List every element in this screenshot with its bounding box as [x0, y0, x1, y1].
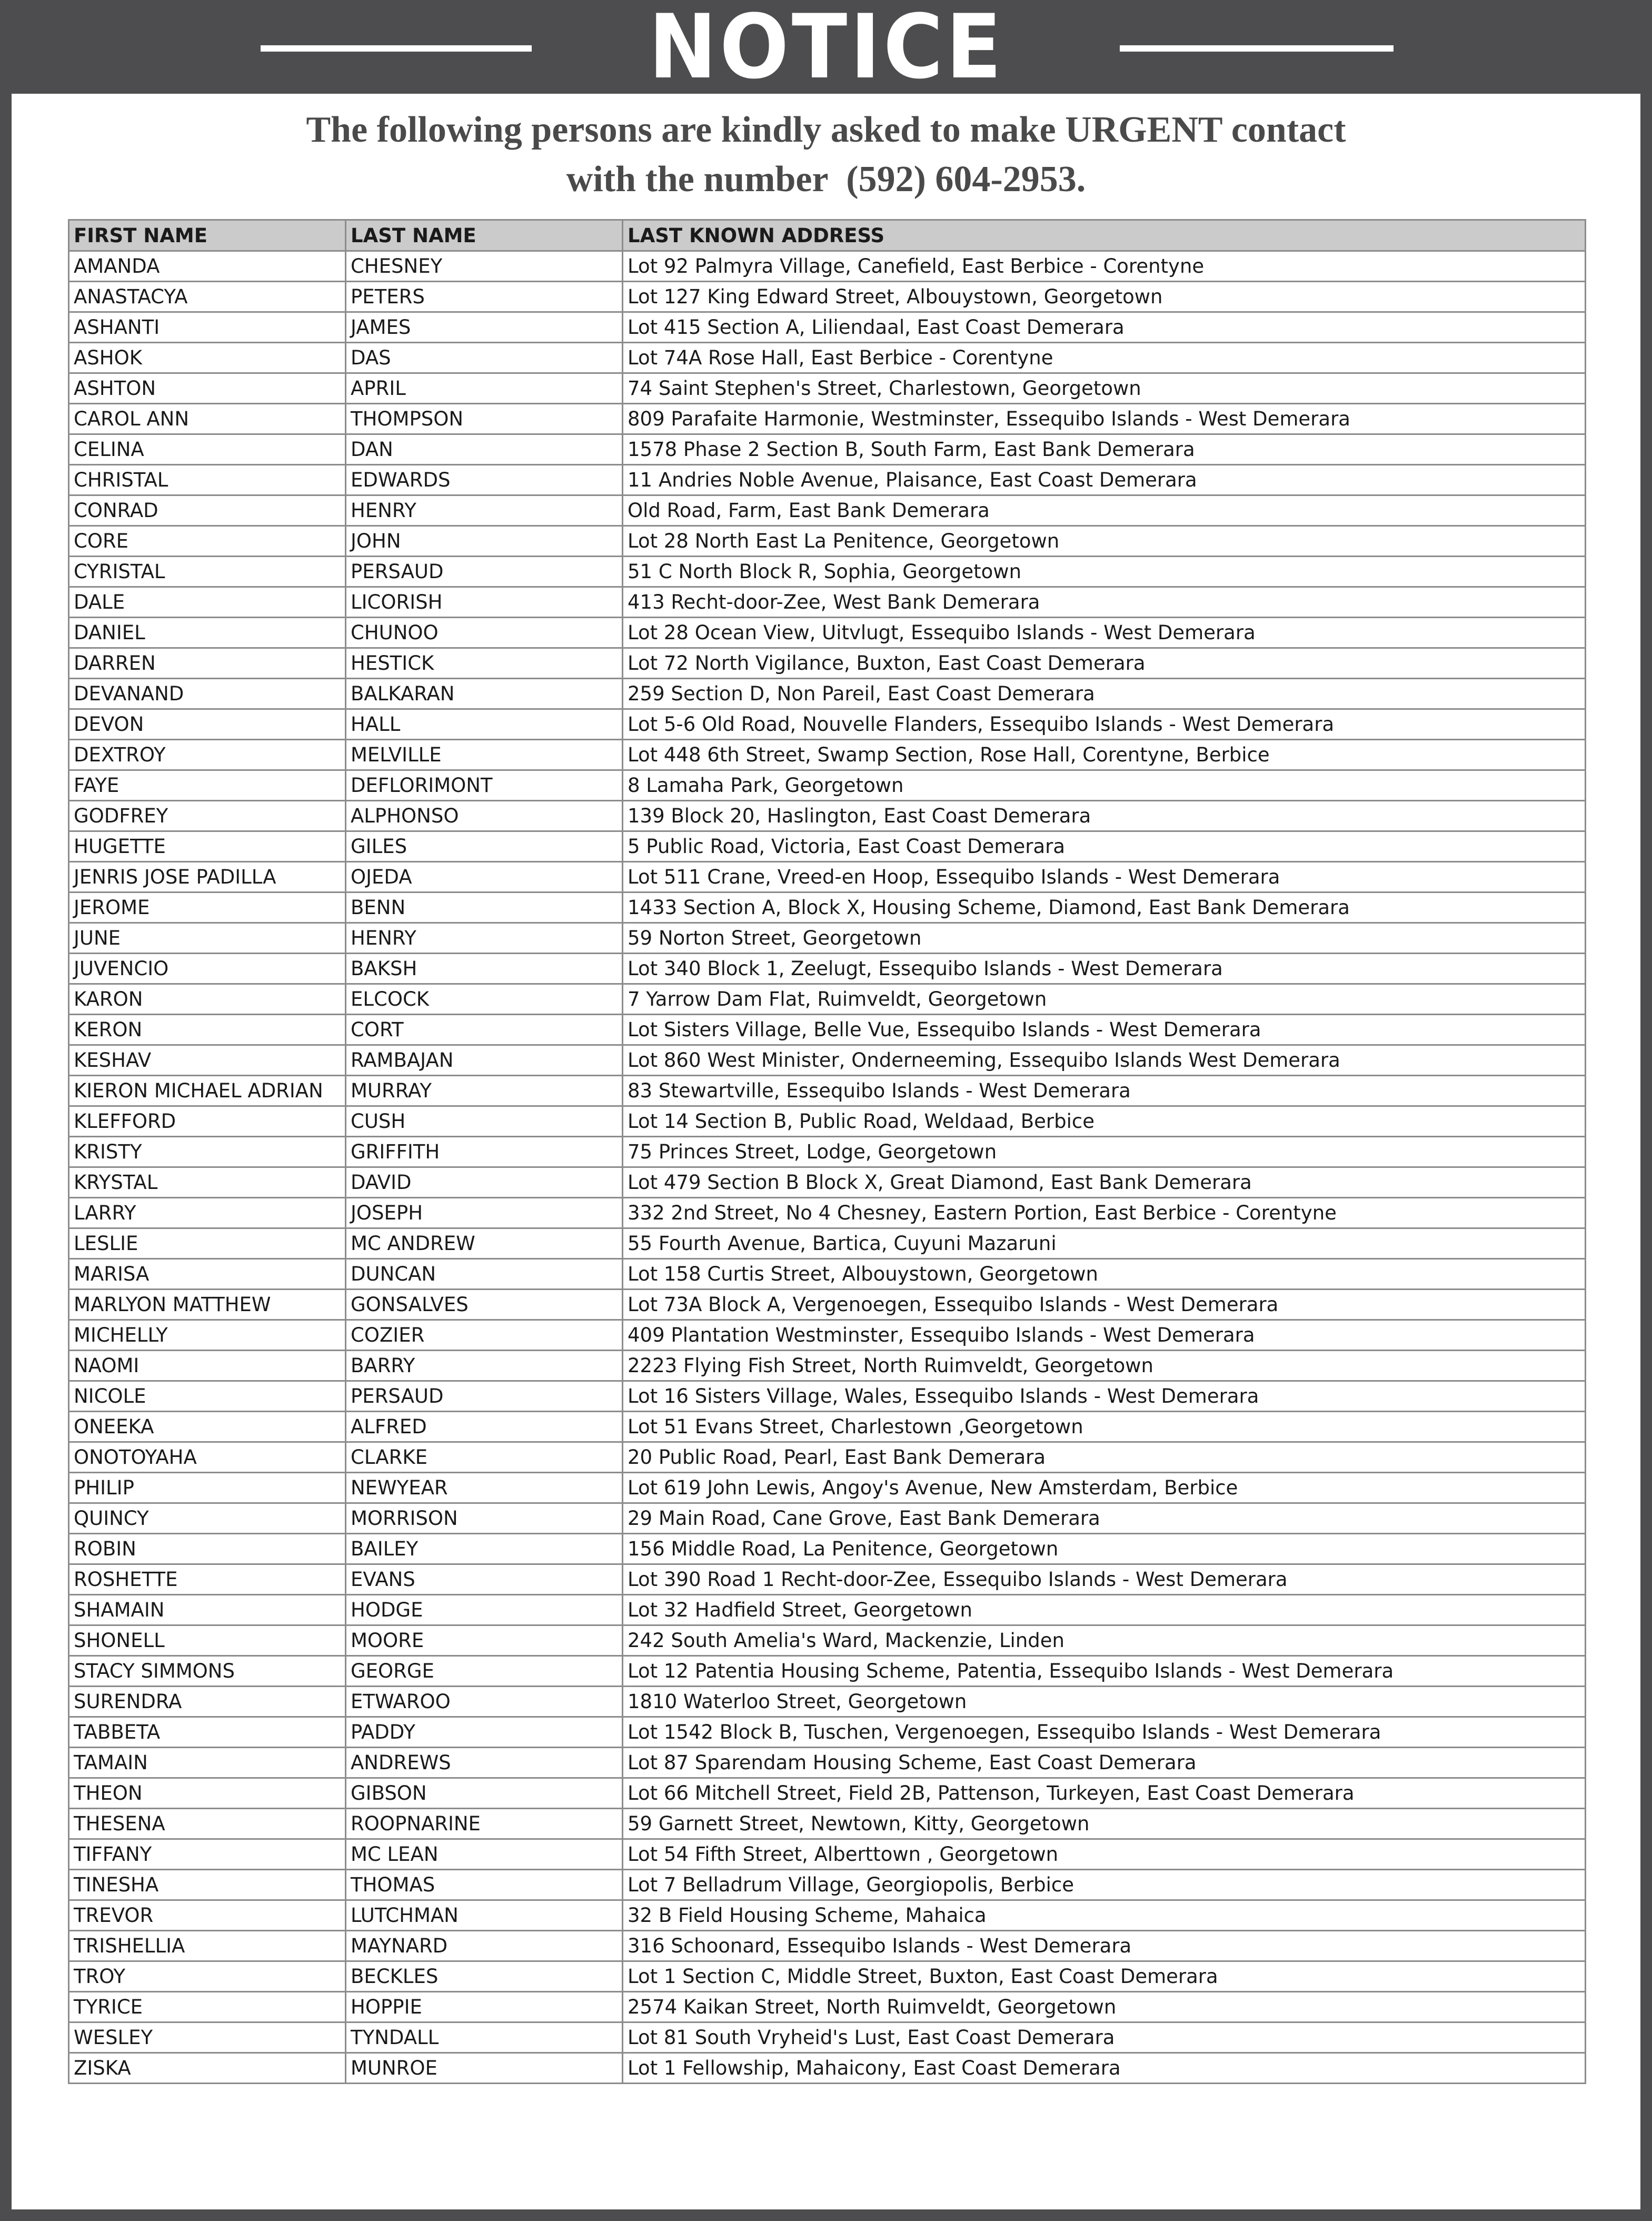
- table-header-row: [69, 220, 1586, 251]
- table-row: [69, 831, 1586, 862]
- header-first-name: FIRST NAME: [69, 220, 346, 251]
- last-name-cell: HOPPIE: [346, 1992, 623, 2022]
- last-name-cell: MAYNARD: [346, 1931, 623, 1961]
- table-row: [69, 1137, 1586, 1167]
- address-cell: Lot 74A Rose Hall, East Berbice - Corentyne: [623, 343, 1586, 373]
- table-row: [69, 1167, 1586, 1198]
- last-name-cell: MELVILLE: [346, 740, 623, 770]
- first-name-cell: TINESHA: [69, 1870, 346, 1900]
- address-cell: 809 Parafaite Harmonie, Westminster, Essequibo Islands - West Demerara: [623, 404, 1586, 434]
- last-name-cell: RAMBAJAN: [346, 1045, 623, 1076]
- address-cell: Lot 390 Road 1 Recht-door-Zee, Essequibo Islands - West Demerara: [623, 1564, 1586, 1595]
- address-cell: 156 Middle Road, La Penitence, Georgetown: [623, 1534, 1586, 1564]
- first-name-cell: KRISTY: [69, 1137, 346, 1167]
- table-row: [69, 343, 1586, 373]
- last-name-cell: PADDY: [346, 1717, 623, 1748]
- first-name-cell: KARON: [69, 984, 346, 1015]
- last-name-cell: GILES: [346, 831, 623, 862]
- table-row: [69, 282, 1586, 312]
- address-cell: Lot 415 Section A, Liliendaal, East Coast Demerara: [623, 312, 1586, 343]
- contact-request-text: [32, 105, 1620, 204]
- table-row: [69, 1564, 1586, 1595]
- address-cell: Lot 81 South Vryheid's Lust, East Coast Demerara: [623, 2022, 1586, 2053]
- last-name-cell: LUTCHMAN: [346, 1900, 623, 1931]
- table-row: [69, 1198, 1586, 1228]
- last-name-cell: HODGE: [346, 1595, 623, 1625]
- table-row: [69, 1106, 1586, 1137]
- last-name-cell: MURRAY: [346, 1076, 623, 1106]
- first-name-cell: FAYE: [69, 770, 346, 801]
- address-cell: Lot 32 Hadfield Street, Georgetown: [623, 1595, 1586, 1625]
- first-name-cell: TAMAIN: [69, 1748, 346, 1778]
- last-name-cell: DAN: [346, 434, 623, 465]
- last-name-cell: CLARKE: [346, 1442, 623, 1473]
- table-row: [69, 434, 1586, 465]
- table-row: [69, 526, 1586, 557]
- first-name-cell: CONRAD: [69, 495, 346, 526]
- address-cell: 259 Section D, Non Pareil, East Coast Demerara: [623, 679, 1586, 709]
- last-name-cell: DAVID: [346, 1167, 623, 1198]
- first-name-cell: TREVOR: [69, 1900, 346, 1931]
- last-name-cell: HESTICK: [346, 648, 623, 679]
- first-name-cell: KRYSTAL: [69, 1167, 346, 1198]
- address-cell: 74 Saint Stephen's Street, Charlestown, Georgetown: [623, 373, 1586, 404]
- first-name-cell: TABBETA: [69, 1717, 346, 1748]
- first-name-cell: STACY SIMMONS: [69, 1656, 346, 1687]
- last-name-cell: ROOPNARINE: [346, 1809, 623, 1839]
- first-name-cell: MICHELLY: [69, 1320, 346, 1351]
- address-cell: 1810 Waterloo Street, Georgetown: [623, 1687, 1586, 1717]
- first-name-cell: THEON: [69, 1778, 346, 1809]
- last-name-cell: JOSEPH: [346, 1198, 623, 1228]
- first-name-cell: SHONELL: [69, 1625, 346, 1656]
- first-name-cell: TRISHELLIA: [69, 1931, 346, 1961]
- table-row: [69, 587, 1586, 618]
- address-cell: 413 Recht-door-Zee, West Bank Demerara: [623, 587, 1586, 618]
- address-cell: 1578 Phase 2 Section B, South Farm, East Bank Demerara: [623, 434, 1586, 465]
- first-name-cell: MARLYON MATTHEW: [69, 1290, 346, 1320]
- first-name-cell: THESENA: [69, 1809, 346, 1839]
- address-cell: 8 Lamaha Park, Georgetown: [623, 770, 1586, 801]
- last-name-cell: ALFRED: [346, 1412, 623, 1442]
- banner-rule-left: [261, 45, 532, 52]
- address-cell: 7 Yarrow Dam Flat, Ruimveldt, Georgetown: [623, 984, 1586, 1015]
- table-row: [69, 709, 1586, 740]
- table-row: [69, 1534, 1586, 1564]
- first-name-cell: ROBIN: [69, 1534, 346, 1564]
- address-cell: 51 C North Block R, Sophia, Georgetown: [623, 557, 1586, 587]
- table-row: [69, 557, 1586, 587]
- first-name-cell: LARRY: [69, 1198, 346, 1228]
- address-cell: 59 Norton Street, Georgetown: [623, 923, 1586, 954]
- last-name-cell: BAILEY: [346, 1534, 623, 1564]
- first-name-cell: CYRISTAL: [69, 557, 346, 587]
- last-name-cell: BALKARAN: [346, 679, 623, 709]
- header-last-known-address: LAST KNOWN ADDRESS: [623, 220, 1586, 251]
- last-name-cell: MUNROE: [346, 2053, 623, 2084]
- last-name-cell: CUSH: [346, 1106, 623, 1137]
- first-name-cell: ONEEKA: [69, 1412, 346, 1442]
- last-name-cell: GIBSON: [346, 1778, 623, 1809]
- table-row: [69, 1045, 1586, 1076]
- address-cell: 5 Public Road, Victoria, East Coast Demerara: [623, 831, 1586, 862]
- table-row: [69, 1442, 1586, 1473]
- table-row: [69, 1870, 1586, 1900]
- first-name-cell: SURENDRA: [69, 1687, 346, 1717]
- first-name-cell: CORE: [69, 526, 346, 557]
- first-name-cell: MARISA: [69, 1259, 346, 1290]
- address-cell: 316 Schoonard, Essequibo Islands - West Demerara: [623, 1931, 1586, 1961]
- first-name-cell: ANASTACYA: [69, 282, 346, 312]
- table-row: [69, 648, 1586, 679]
- last-name-cell: EDWARDS: [346, 465, 623, 495]
- last-name-cell: MORRISON: [346, 1503, 623, 1534]
- last-name-cell: DUNCAN: [346, 1259, 623, 1290]
- first-name-cell: LESLIE: [69, 1228, 346, 1259]
- last-name-cell: HENRY: [346, 923, 623, 954]
- last-name-cell: JOHN: [346, 526, 623, 557]
- table-row: [69, 1931, 1586, 1961]
- table-row: [69, 1473, 1586, 1503]
- table-row: [69, 1687, 1586, 1717]
- first-name-cell: TROY: [69, 1961, 346, 1992]
- table-row: [69, 465, 1586, 495]
- table-row: [69, 1900, 1586, 1931]
- last-name-cell: ANDREWS: [346, 1748, 623, 1778]
- address-cell: 83 Stewartville, Essequibo Islands - West Demerara: [623, 1076, 1586, 1106]
- table-row: [69, 1412, 1586, 1442]
- table-row: [69, 404, 1586, 434]
- address-cell: Lot 51 Evans Street, Charlestown ,Georgetown: [623, 1412, 1586, 1442]
- first-name-cell: NICOLE: [69, 1381, 346, 1412]
- address-cell: Lot 28 North East La Penitence, Georgetown: [623, 526, 1586, 557]
- table-row: [69, 618, 1586, 648]
- last-name-cell: COZIER: [346, 1320, 623, 1351]
- address-cell: Lot 127 King Edward Street, Albouystown, Georgetown: [623, 282, 1586, 312]
- address-cell: Lot 14 Section B, Public Road, Weldaad, Berbice: [623, 1106, 1586, 1137]
- table-row: [69, 373, 1586, 404]
- last-name-cell: BENN: [346, 893, 623, 923]
- banner-rule-right: [1120, 45, 1394, 52]
- first-name-cell: ASHANTI: [69, 312, 346, 343]
- address-cell: Lot 5-6 Old Road, Nouvelle Flanders, Essequibo Islands - West Demerara: [623, 709, 1586, 740]
- last-name-cell: MOORE: [346, 1625, 623, 1656]
- first-name-cell: JUVENCIO: [69, 954, 346, 984]
- address-cell: Lot 158 Curtis Street, Albouystown, Georgetown: [623, 1259, 1586, 1290]
- last-name-cell: THOMPSON: [346, 404, 623, 434]
- first-name-cell: CAROL ANN: [69, 404, 346, 434]
- table-row: [69, 893, 1586, 923]
- table-row: [69, 679, 1586, 709]
- table-row: [69, 1717, 1586, 1748]
- first-name-cell: JEROME: [69, 893, 346, 923]
- address-cell: 242 South Amelia's Ward, Mackenzie, Linden: [623, 1625, 1586, 1656]
- address-cell: Lot 511 Crane, Vreed-en Hoop, Essequibo Islands - West Demerara: [623, 862, 1586, 893]
- first-name-cell: DALE: [69, 587, 346, 618]
- last-name-cell: LICORISH: [346, 587, 623, 618]
- table-row: [69, 1625, 1586, 1656]
- address-cell: 332 2nd Street, No 4 Chesney, Eastern Portion, East Berbice - Corentyne: [623, 1198, 1586, 1228]
- first-name-cell: AMANDA: [69, 251, 346, 282]
- first-name-cell: ASHTON: [69, 373, 346, 404]
- table-row: [69, 1839, 1586, 1870]
- address-cell: Lot 72 North Vigilance, Buxton, East Coast Demerara: [623, 648, 1586, 679]
- last-name-cell: BARRY: [346, 1351, 623, 1381]
- last-name-cell: JAMES: [346, 312, 623, 343]
- address-cell: 55 Fourth Avenue, Bartica, Cuyuni Mazaruni: [623, 1228, 1586, 1259]
- table-row: [69, 1778, 1586, 1809]
- first-name-cell: ONOTOYAHA: [69, 1442, 346, 1473]
- table-row: [69, 1595, 1586, 1625]
- last-name-cell: ELCOCK: [346, 984, 623, 1015]
- last-name-cell: DAS: [346, 343, 623, 373]
- address-cell: 11 Andries Noble Avenue, Plaisance, East Coast Demerara: [623, 465, 1586, 495]
- address-cell: Lot 66 Mitchell Street, Field 2B, Pattenson, Turkeyen, East Coast Demerara: [623, 1778, 1586, 1809]
- last-name-cell: MC ANDREW: [346, 1228, 623, 1259]
- first-name-cell: TYRICE: [69, 1992, 346, 2022]
- first-name-cell: KERON: [69, 1015, 346, 1045]
- address-cell: Lot 860 West Minister, Onderneeming, Essequibo Islands West Demerara: [623, 1045, 1586, 1076]
- first-name-cell: TIFFANY: [69, 1839, 346, 1870]
- address-cell: Lot 92 Palmyra Village, Canefield, East Berbice - Corentyne: [623, 251, 1586, 282]
- last-name-cell: NEWYEAR: [346, 1473, 623, 1503]
- address-cell: Old Road, Farm, East Bank Demerara: [623, 495, 1586, 526]
- last-name-cell: THOMAS: [346, 1870, 623, 1900]
- table-row: [69, 1992, 1586, 2022]
- table-row: [69, 1961, 1586, 1992]
- table-row: [69, 1503, 1586, 1534]
- first-name-cell: WESLEY: [69, 2022, 346, 2053]
- first-name-cell: DANIEL: [69, 618, 346, 648]
- last-name-cell: PERSAUD: [346, 1381, 623, 1412]
- first-name-cell: GODFREY: [69, 801, 346, 831]
- address-cell: Lot 1542 Block B, Tuschen, Vergenoegen, Essequibo Islands - West Demerara: [623, 1717, 1586, 1748]
- last-name-cell: CHUNOO: [346, 618, 623, 648]
- table-row: [69, 770, 1586, 801]
- address-cell: Lot 7 Belladrum Village, Georgiopolis, Berbice: [623, 1870, 1586, 1900]
- first-name-cell: KLEFFORD: [69, 1106, 346, 1137]
- last-name-cell: BAKSH: [346, 954, 623, 984]
- address-cell: Lot 1 Section C, Middle Street, Buxton, East Coast Demerara: [623, 1961, 1586, 1992]
- first-name-cell: CHRISTAL: [69, 465, 346, 495]
- last-name-cell: PETERS: [346, 282, 623, 312]
- address-cell: 2574 Kaikan Street, North Ruimveldt, Georgetown: [623, 1992, 1586, 2022]
- first-name-cell: KESHAV: [69, 1045, 346, 1076]
- table-row: [69, 1351, 1586, 1381]
- table-row: [69, 923, 1586, 954]
- last-name-cell: CORT: [346, 1015, 623, 1045]
- address-cell: Lot 12 Patentia Housing Scheme, Patentia, Essequibo Islands - West Demerara: [623, 1656, 1586, 1687]
- table-row: [69, 251, 1586, 282]
- table-row: [69, 954, 1586, 984]
- table-row: [69, 984, 1586, 1015]
- address-cell: 1433 Section A, Block X, Housing Scheme, Diamond, East Bank Demerara: [623, 893, 1586, 923]
- first-name-cell: SHAMAIN: [69, 1595, 346, 1625]
- last-name-cell: DEFLORIMONT: [346, 770, 623, 801]
- address-cell: 75 Princes Street, Lodge, Georgetown: [623, 1137, 1586, 1167]
- address-cell: Lot 619 John Lewis, Angoy's Avenue, New Amsterdam, Berbice: [623, 1473, 1586, 1503]
- address-cell: 29 Main Road, Cane Grove, East Bank Demerara: [623, 1503, 1586, 1534]
- address-cell: 20 Public Road, Pearl, East Bank Demerara: [623, 1442, 1586, 1473]
- last-name-cell: HALL: [346, 709, 623, 740]
- table-row: [69, 312, 1586, 343]
- address-cell: 139 Block 20, Haslington, East Coast Demerara: [623, 801, 1586, 831]
- address-cell: 2223 Flying Fish Street, North Ruimveldt, Georgetown: [623, 1351, 1586, 1381]
- address-cell: Lot 16 Sisters Village, Wales, Essequibo Islands - West Demerara: [623, 1381, 1586, 1412]
- first-name-cell: ZISKA: [69, 2053, 346, 2084]
- address-cell: 59 Garnett Street, Newtown, Kitty, Georgetown: [623, 1809, 1586, 1839]
- table-row: [69, 801, 1586, 831]
- table-row: [69, 1809, 1586, 1839]
- table-body: [69, 251, 1586, 2084]
- first-name-cell: DEVON: [69, 709, 346, 740]
- last-name-cell: ETWAROO: [346, 1687, 623, 1717]
- intro-line-1: The following persons are kindly asked to make URGENT contact: [306, 110, 1346, 150]
- table-row: [69, 1259, 1586, 1290]
- table-row: [69, 2022, 1586, 2053]
- last-name-cell: MC LEAN: [346, 1839, 623, 1870]
- table-row: [69, 1228, 1586, 1259]
- first-name-cell: ROSHETTE: [69, 1564, 346, 1595]
- notice-title: NOTICE: [649, 0, 1004, 98]
- table-row: [69, 1290, 1586, 1320]
- intro-line-2: with the number (592) 604-2953.: [566, 159, 1086, 200]
- table-row: [69, 1656, 1586, 1687]
- table-row: [69, 740, 1586, 770]
- last-name-cell: GONSALVES: [346, 1290, 623, 1320]
- last-name-cell: EVANS: [346, 1564, 623, 1595]
- address-cell: Lot 73A Block A, Vergenoegen, Essequibo Islands - West Demerara: [623, 1290, 1586, 1320]
- address-cell: Lot 340 Block 1, Zeelugt, Essequibo Islands - West Demerara: [623, 954, 1586, 984]
- last-name-cell: GRIFFITH: [346, 1137, 623, 1167]
- last-name-cell: PERSAUD: [346, 557, 623, 587]
- persons-table: [68, 219, 1586, 2084]
- first-name-cell: QUINCY: [69, 1503, 346, 1534]
- last-name-cell: GEORGE: [346, 1656, 623, 1687]
- notice-banner: [0, 0, 1652, 98]
- last-name-cell: ALPHONSO: [346, 801, 623, 831]
- first-name-cell: CELINA: [69, 434, 346, 465]
- first-name-cell: JENRIS JOSE PADILLA: [69, 862, 346, 893]
- table-row: [69, 1381, 1586, 1412]
- address-cell: Lot 87 Sparendam Housing Scheme, East Coast Demerara: [623, 1748, 1586, 1778]
- address-cell: Lot 479 Section B Block X, Great Diamond, East Bank Demerara: [623, 1167, 1586, 1198]
- first-name-cell: NAOMI: [69, 1351, 346, 1381]
- first-name-cell: ASHOK: [69, 343, 346, 373]
- last-name-cell: BECKLES: [346, 1961, 623, 1992]
- address-cell: Lot 1 Fellowship, Mahaicony, East Coast Demerara: [623, 2053, 1586, 2084]
- address-cell: Lot 54 Fifth Street, Alberttown , Georgetown: [623, 1839, 1586, 1870]
- first-name-cell: HUGETTE: [69, 831, 346, 862]
- header-last-name: LAST NAME: [346, 220, 623, 251]
- last-name-cell: APRIL: [346, 373, 623, 404]
- table-row: [69, 1748, 1586, 1778]
- address-cell: Lot Sisters Village, Belle Vue, Essequibo Islands - West Demerara: [623, 1015, 1586, 1045]
- first-name-cell: JUNE: [69, 923, 346, 954]
- address-cell: Lot 28 Ocean View, Uitvlugt, Essequibo Islands - West Demerara: [623, 618, 1586, 648]
- last-name-cell: CHESNEY: [346, 251, 623, 282]
- table-row: [69, 2053, 1586, 2084]
- last-name-cell: TYNDALL: [346, 2022, 623, 2053]
- address-cell: 409 Plantation Westminster, Essequibo Islands - West Demerara: [623, 1320, 1586, 1351]
- table-row: [69, 1320, 1586, 1351]
- last-name-cell: OJEDA: [346, 862, 623, 893]
- address-cell: Lot 448 6th Street, Swamp Section, Rose Hall, Corentyne, Berbice: [623, 740, 1586, 770]
- first-name-cell: DEXTROY: [69, 740, 346, 770]
- first-name-cell: KIERON MICHAEL ADRIAN: [69, 1076, 346, 1106]
- table-row: [69, 495, 1586, 526]
- first-name-cell: PHILIP: [69, 1473, 346, 1503]
- first-name-cell: DARREN: [69, 648, 346, 679]
- last-name-cell: HENRY: [346, 495, 623, 526]
- first-name-cell: DEVANAND: [69, 679, 346, 709]
- address-cell: 32 B Field Housing Scheme, Mahaica: [623, 1900, 1586, 1931]
- table-row: [69, 1076, 1586, 1106]
- table-row: [69, 862, 1586, 893]
- table-row: [69, 1015, 1586, 1045]
